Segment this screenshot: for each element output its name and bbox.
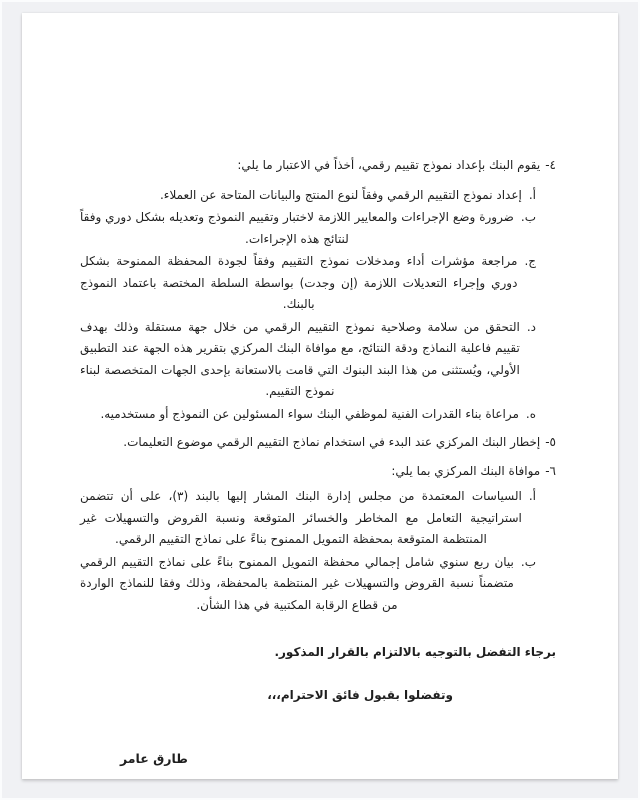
clause-4-item-d-text: التحقق من سلامة وصلاحية نموذج التقييم الرقمي من خلال جهة مستقلة وذلك بهدف تقييم فاعلية النماذج ودقة النتائج، مع موافاة البنك المركزي بتقرير هذه الجهة عند التطبيق الأولي، ويُستثنى من هذا البند البنوك التي قامت بالاستعانة بإحدى الجهات المتخصصة لبناء نموذج التقييم. xyxy=(80,319,520,398)
clause-4-item-c-marker: ج. xyxy=(524,254,536,268)
clause-4-item-b-marker: ب. xyxy=(520,210,536,224)
clause-6-text: موافاة البنك المركزي بما يلي: xyxy=(391,463,541,478)
clause-6-item-a xyxy=(80,486,556,551)
clause-4-item-e xyxy=(80,404,556,426)
clause-4-item-c-text: مراجعة مؤشرات أداء ومدخلات نموذج التقييم وفقاً لجودة المحفظة الممنوحة بشكل دوري وإجراء التعديلات اللازمة (إن وجدت) بواسطة السلطة المختصة باعتماد النموذج بالبنك. xyxy=(80,254,518,311)
document-content xyxy=(80,155,556,770)
clause-6-item-a-text: السياسات المعتمدة من مجلس إدارة البنك المشار إليها بالبند (٣)، على أن تتضمن استراتيجية التعامل مع المخاطر والخسائر المتوقعة ونسبة القروض والتسهيلات غير المنتظمة المتوقعة بمحفظة التمويل الممنوح بناءً على نماذج التقييم الرقمي. xyxy=(80,489,522,546)
signature-name: طارق عامر xyxy=(120,751,188,766)
document-page xyxy=(22,13,618,779)
clause-4 xyxy=(80,155,556,177)
salutation-line: وتفضلوا بقبول فائق الاحترام،،، xyxy=(267,687,453,702)
clause-6-item-b xyxy=(80,552,556,617)
clause-4-number: ٤- xyxy=(545,158,556,172)
clause-4-item-a-marker: أ. xyxy=(528,187,536,202)
clause-4-item-e-marker: ه. xyxy=(525,406,536,421)
clause-4-item-d-marker: د. xyxy=(526,319,536,334)
clause-4-item-b xyxy=(80,207,556,250)
clause-5 xyxy=(80,432,556,454)
clause-6-item-b-marker: ب. xyxy=(520,554,536,569)
clause-5-number: ٥- xyxy=(545,435,556,449)
clause-6-item-a-marker: أ. xyxy=(528,489,536,503)
clause-6 xyxy=(80,461,556,483)
clause-4-item-d xyxy=(80,317,556,403)
closing-request-line: برجاء التفضل بالتوجيه بالالتزام بالقرار المذكور. xyxy=(274,645,556,659)
clause-6-number: ٦- xyxy=(545,463,556,478)
clause-5-text: إخطار البنك المركزي عند البدء في استخدام نماذج التقييم الرقمي موضوع التعليمات. xyxy=(123,435,541,449)
clause-4-item-a xyxy=(80,185,556,207)
clause-6-item-b-text: بيان ربع سنوي شامل إجمالي محفظة التمويل الممنوح بناءً على نماذج التقييم الرقمي متضمناً نسبة القروض والتسهيلات غير المنتظمة بالمحفظة، وذلك وفقا للنماذج الواردة من قطاع الرقابة المكتبية في هذا الشأن. xyxy=(80,554,514,612)
clause-4-text: يقوم البنك بإعداد نموذج تقييم رقمي، أخذاً في الاعتبار ما يلي: xyxy=(237,158,541,172)
clause-4-item-a-text: إعداد نموذج التقييم الرقمي وفقاً لنوع المنتج والبيانات المتاحة عن العملاء. xyxy=(159,187,522,202)
clause-4-item-c xyxy=(80,251,556,316)
clause-4-item-b-text: ضرورة وضع الإجراءات والمعايير اللازمة لاختبار وتقييم النموذج وتعديله بشكل دوري وفقاً لنتائج هذه الإجراءات. xyxy=(80,210,514,246)
clause-4-item-e-text: مراعاة بناء القدرات الفنية لموظفي البنك سواء المسئولين عن النموذج أو مستخدميه. xyxy=(100,406,519,421)
